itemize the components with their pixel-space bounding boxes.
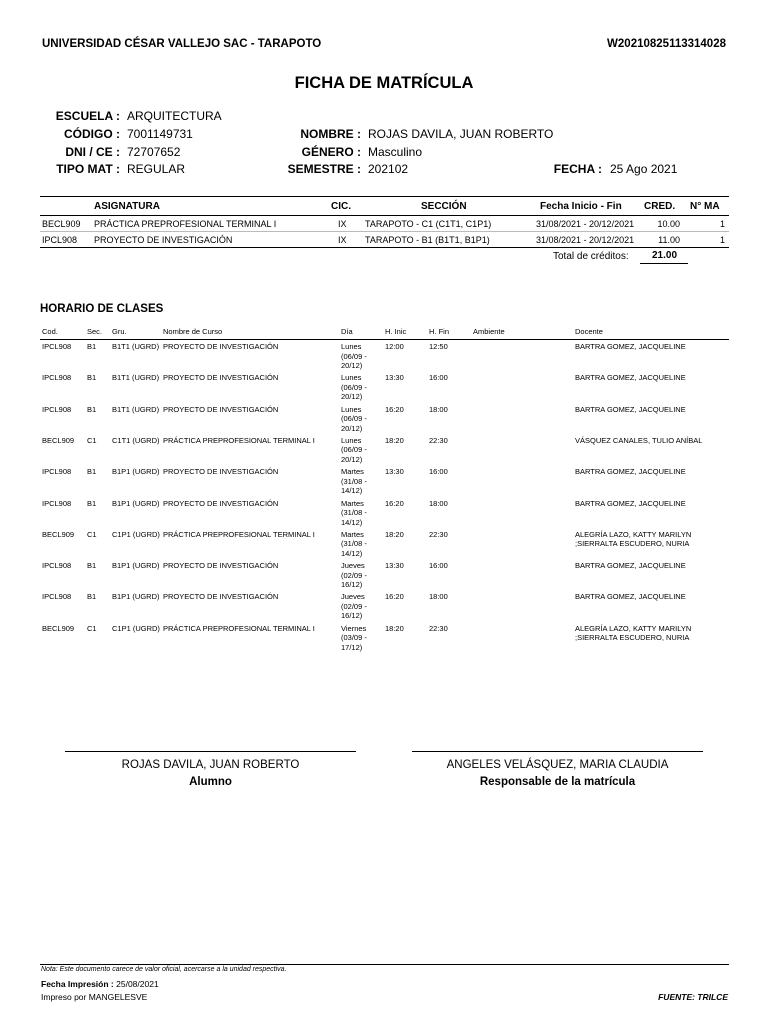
sched-col-dia: Día bbox=[341, 327, 353, 336]
course-creditos: 11.00 bbox=[658, 235, 680, 245]
sched-hini: 18:20 bbox=[385, 529, 404, 539]
sched-cod: BECL909 bbox=[42, 529, 75, 539]
sched-sec: C1 bbox=[87, 435, 97, 445]
table-bottom-line bbox=[40, 247, 729, 248]
sched-col-ambiente: Ambiente bbox=[473, 327, 505, 336]
sched-docente: BARTRA GOMEZ, JACQUELINE bbox=[575, 592, 686, 602]
sched-curso: PROYECTO DE INVESTIGACIÓN bbox=[163, 342, 279, 351]
sched-docente: BARTRA GOMEZ, JACQUELINE bbox=[575, 467, 686, 477]
sched-dia: Lunes (06/09 - 20/12) bbox=[341, 342, 367, 370]
course-nma: 1 bbox=[719, 235, 725, 245]
sched-col-hini: H. Inic bbox=[385, 327, 407, 336]
sched-hfin: 18:00 bbox=[429, 404, 448, 414]
sched-sec: B1 bbox=[87, 342, 97, 351]
course-name: PROYECTO DE INVESTIGACIÓN bbox=[94, 235, 233, 245]
sched-col-gru: Gru. bbox=[112, 327, 127, 336]
tipo-mat-label: TIPO MAT : bbox=[56, 162, 120, 176]
sched-cod: IPCL908 bbox=[42, 342, 72, 351]
footer-line bbox=[40, 964, 729, 965]
sched-hini: 16:20 bbox=[385, 592, 404, 602]
schedule-title: HORARIO DE CLASES bbox=[40, 303, 164, 315]
student-signature-line bbox=[65, 751, 356, 752]
course-nma: 1 bbox=[719, 219, 725, 229]
sched-sec: C1 bbox=[87, 529, 97, 539]
course-seccion: TARAPOTO - B1 (B1T1, B1P1) bbox=[365, 235, 490, 245]
sched-gru: B1T1 (UGRD) bbox=[112, 404, 160, 414]
col-fecha: Fecha Inicio - Fin bbox=[540, 201, 622, 212]
responsible-signature-line bbox=[412, 751, 703, 752]
codigo-value: 7001149731 bbox=[127, 127, 193, 141]
sched-gru: B1P1 (UGRD) bbox=[112, 498, 160, 508]
sched-cod: BECL909 bbox=[42, 435, 75, 445]
table-header-line bbox=[40, 215, 729, 216]
col-creditos: CRED. bbox=[644, 201, 676, 212]
sched-hini: 16:20 bbox=[385, 404, 404, 414]
sched-gru: C1P1 (UGRD) bbox=[112, 529, 160, 539]
semestre-value: 202102 bbox=[368, 162, 409, 176]
sched-gru: B1P1 (UGRD) bbox=[112, 467, 160, 477]
codigo-label: CÓDIGO : bbox=[64, 127, 120, 141]
document-code: W20210825113314028 bbox=[607, 38, 726, 50]
sched-sec: B1 bbox=[87, 467, 97, 477]
sched-docente: VÁSQUEZ CANALES, TULIO ANÍBAL bbox=[575, 435, 703, 445]
sched-curso: PROYECTO DE INVESTIGACIÓN bbox=[163, 404, 279, 414]
printed-by: Impreso por MANGELESVE bbox=[41, 992, 148, 1002]
student-signature-name: ROJAS DAVILA, JUAN ROBERTO bbox=[121, 759, 300, 771]
total-underline bbox=[640, 263, 688, 264]
sched-docente: BARTRA GOMEZ, JACQUELINE bbox=[575, 498, 686, 508]
sched-docente: BARTRA GOMEZ, JACQUELINE bbox=[575, 561, 686, 571]
genero-label: GÉNERO : bbox=[301, 145, 361, 159]
sched-cod: IPCL908 bbox=[42, 404, 72, 414]
row-divider bbox=[40, 231, 729, 232]
footer-note: Nota: Este documento carece de valor oficial, acercarse a la unidad respectiva. bbox=[41, 966, 287, 973]
responsible-signature-role: Responsable de la matrícula bbox=[479, 776, 636, 788]
course-name: PRÁCTICA PREPROFESIONAL TERMINAL I bbox=[94, 219, 277, 229]
sched-dia: Martes (31/08 - 14/12) bbox=[341, 529, 367, 558]
sched-dia: Viernes (03/09 - 17/12) bbox=[341, 623, 367, 652]
sched-cod: IPCL908 bbox=[42, 373, 72, 383]
sched-hini: 13:30 bbox=[385, 467, 404, 477]
sched-docente: BARTRA GOMEZ, JACQUELINE bbox=[575, 342, 686, 351]
fecha-label: FECHA : bbox=[553, 162, 602, 176]
sched-dia: Jueves (02/09 - 16/12) bbox=[341, 592, 367, 621]
sched-curso: PRÁCTICA PREPROFESIONAL TERMINAL I bbox=[163, 529, 315, 539]
sched-hfin: 18:00 bbox=[429, 498, 448, 508]
sched-cod: BECL909 bbox=[42, 623, 75, 633]
col-seccion: SECCIÓN bbox=[421, 201, 467, 212]
sched-hini: 18:20 bbox=[385, 623, 404, 633]
semestre-label: SEMESTRE : bbox=[287, 162, 361, 176]
genero-value: Masculino bbox=[368, 145, 423, 159]
sched-gru: B1T1 (UGRD) bbox=[112, 373, 160, 383]
sched-col-cod: Cod. bbox=[42, 327, 58, 336]
course-seccion: TARAPOTO - C1 (C1T1, C1P1) bbox=[365, 219, 492, 229]
sched-cod: IPCL908 bbox=[42, 561, 72, 571]
tipo-mat-value: REGULAR bbox=[127, 162, 186, 176]
sched-docente: BARTRA GOMEZ, JACQUELINE bbox=[575, 404, 686, 414]
sched-cod: IPCL908 bbox=[42, 592, 72, 602]
sched-dia: Martes (31/08 - 14/12) bbox=[341, 467, 367, 496]
sched-dia: Lunes (06/09 - 20/12) bbox=[341, 404, 367, 433]
nombre-value: ROJAS DAVILA, JUAN ROBERTO bbox=[368, 127, 554, 141]
print-date-label: Fecha Impresión : bbox=[41, 979, 114, 989]
col-ciclo: CIC. bbox=[331, 201, 351, 212]
sched-dia: Lunes (06/09 - 20/12) bbox=[341, 373, 367, 402]
sched-curso: PRÁCTICA PREPROFESIONAL TERMINAL I bbox=[163, 623, 315, 633]
sched-hfin: 16:00 bbox=[429, 373, 448, 383]
col-nma: N° MA bbox=[690, 201, 720, 212]
sched-hini: 18:20 bbox=[385, 435, 404, 445]
sched-gru: B1P1 (UGRD) bbox=[112, 561, 160, 571]
sched-dia: Jueves (02/09 - 16/12) bbox=[341, 561, 367, 590]
course-code: BECL909 bbox=[42, 219, 81, 229]
institution-name: UNIVERSIDAD CÉSAR VALLEJO SAC - TARAPOTO bbox=[42, 38, 322, 50]
sched-curso: PROYECTO DE INVESTIGACIÓN bbox=[163, 498, 279, 508]
nombre-label: NOMBRE : bbox=[300, 127, 361, 141]
course-ciclo: IX bbox=[338, 235, 347, 245]
student-signature-role: Alumno bbox=[189, 776, 232, 788]
sched-dia: Lunes (06/09 - 20/12) bbox=[341, 435, 367, 464]
sched-hfin: 22:30 bbox=[429, 623, 448, 633]
sched-gru: C1T1 (UGRD) bbox=[112, 435, 160, 445]
sched-curso: PROYECTO DE INVESTIGACIÓN bbox=[163, 467, 279, 477]
sched-curso: PROYECTO DE INVESTIGACIÓN bbox=[163, 373, 279, 383]
sched-docente: ALEGRÍA LAZO, KATTY MARILYN ;SIERRALTA ESCUDERO, NURIA bbox=[575, 529, 692, 549]
sched-hini: 13:30 bbox=[385, 561, 404, 571]
sched-hfin: 12:50 bbox=[429, 342, 448, 351]
print-date bbox=[41, 979, 159, 989]
sched-dia: Martes (31/08 - 14/12) bbox=[341, 498, 367, 527]
sched-hini: 13:30 bbox=[385, 373, 404, 383]
responsible-signature-name: ANGELES VELÁSQUEZ, MARIA CLAUDIA bbox=[446, 759, 669, 771]
sched-curso: PROYECTO DE INVESTIGACIÓN bbox=[163, 592, 279, 602]
sched-gru: B1T1 (UGRD) bbox=[112, 342, 160, 351]
course-fecha: 31/08/2021 - 20/12/2021 bbox=[536, 235, 635, 245]
sched-hfin: 18:00 bbox=[429, 592, 448, 602]
sched-hfin: 22:30 bbox=[429, 529, 448, 539]
col-asignatura: ASIGNATURA bbox=[94, 201, 160, 212]
sched-curso: PROYECTO DE INVESTIGACIÓN bbox=[163, 561, 279, 571]
sched-sec: B1 bbox=[87, 561, 97, 571]
sched-col-sec: Sec. bbox=[87, 327, 103, 336]
sched-col-docente: Docente bbox=[575, 327, 603, 336]
dni-value: 72707652 bbox=[127, 145, 181, 159]
sched-col-curso: Nombre de Curso bbox=[163, 327, 223, 336]
sched-gru: B1P1 (UGRD) bbox=[112, 592, 160, 602]
fecha-value: 25 Ago 2021 bbox=[610, 162, 678, 176]
schedule-header-line bbox=[40, 339, 729, 340]
sched-docente: ALEGRÍA LAZO, KATTY MARILYN ;SIERRALTA ESCUDERO, NURIA bbox=[575, 623, 692, 643]
total-credits-label: Total de créditos: bbox=[553, 251, 629, 262]
sched-hini: 16:20 bbox=[385, 498, 404, 508]
sched-hfin: 22:30 bbox=[429, 435, 448, 445]
sched-cod: IPCL908 bbox=[42, 498, 72, 508]
page-title: FICHA DE MATRÍCULA bbox=[294, 74, 474, 92]
sched-sec: C1 bbox=[87, 623, 97, 633]
sched-gru: C1P1 (UGRD) bbox=[112, 623, 160, 633]
course-code: IPCL908 bbox=[42, 235, 78, 245]
sched-sec: B1 bbox=[87, 404, 97, 414]
dni-label: DNI / CE : bbox=[65, 145, 120, 159]
sched-cod: IPCL908 bbox=[42, 467, 72, 477]
sched-sec: B1 bbox=[87, 592, 97, 602]
course-ciclo: IX bbox=[338, 219, 347, 229]
course-fecha: 31/08/2021 - 20/12/2021 bbox=[536, 219, 635, 229]
escuela-label: ESCUELA : bbox=[55, 109, 120, 123]
total-credits-value: 21.00 bbox=[652, 250, 678, 261]
sched-hfin: 16:00 bbox=[429, 467, 448, 477]
sched-curso: PRÁCTICA PREPROFESIONAL TERMINAL I bbox=[163, 435, 315, 445]
table-top-line bbox=[40, 196, 729, 197]
data-source: FUENTE: TRILCE bbox=[658, 992, 728, 1002]
escuela-value: ARQUITECTURA bbox=[127, 109, 222, 123]
sched-hfin: 16:00 bbox=[429, 561, 448, 571]
sched-col-hfin: H. Fin bbox=[429, 327, 450, 336]
print-date-value: 25/08/2021 bbox=[116, 979, 159, 989]
sched-docente: BARTRA GOMEZ, JACQUELINE bbox=[575, 373, 686, 383]
sched-sec: B1 bbox=[87, 373, 97, 383]
course-creditos: 10.00 bbox=[657, 219, 680, 229]
sched-sec: B1 bbox=[87, 498, 97, 508]
sched-hini: 12:00 bbox=[385, 342, 404, 351]
